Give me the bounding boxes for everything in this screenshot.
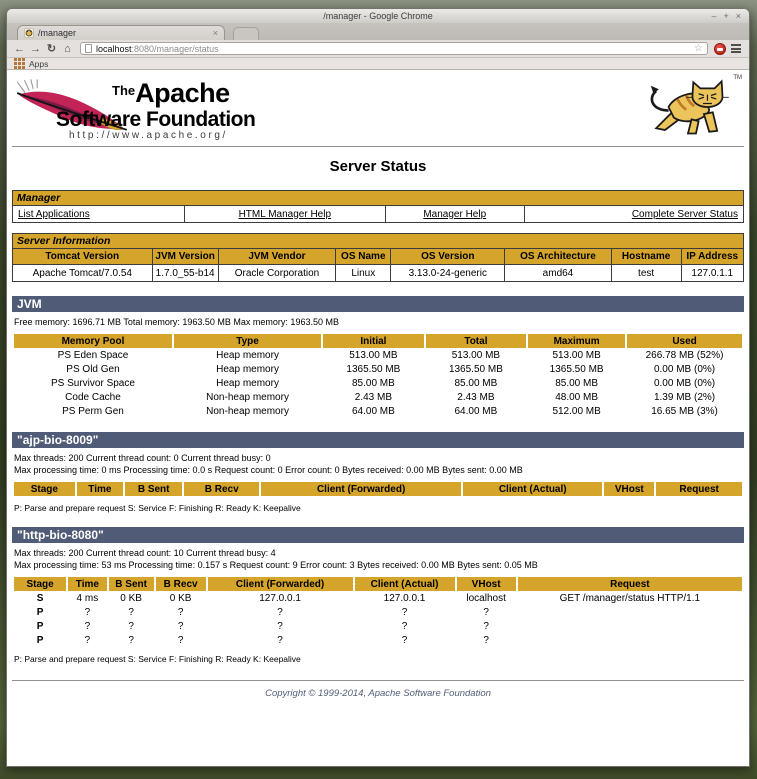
jvm-memory-summary: Free memory: 1696.71 MB Total memory: 1963.50 MB Max memory: 1963.50 MB: [14, 317, 339, 327]
address-bar[interactable]: [80, 42, 708, 55]
tomcat-favicon-icon: [24, 28, 34, 38]
bookmarks-bar: [7, 58, 749, 70]
window-maximize-button[interactable]: +: [723, 11, 729, 21]
tab-title: /manager: [38, 28, 77, 38]
tomcat-cat-icon: [642, 75, 734, 139]
ajp-thread-stats: Max threads: 200 Current thread count: 0 Current thread busy: 0: [14, 453, 271, 463]
col-request: Request: [656, 482, 742, 496]
browser-toolbar: [7, 40, 749, 58]
val-hostname: test: [611, 265, 681, 282]
val-jvm-vendor: Oracle Corporation: [218, 265, 336, 282]
masthead: [12, 73, 744, 143]
window-titlebar[interactable]: [7, 9, 749, 23]
bookmark-star-icon[interactable]: ☆: [694, 42, 703, 54]
jvm-section-header: JVM: [12, 296, 744, 312]
footer-divider: [12, 680, 744, 681]
server-info-row: [13, 265, 744, 282]
col-b-recv: B Recv: [184, 482, 259, 496]
col-client-forwarded: Client (Forwarded): [208, 577, 353, 591]
window-title: /manager - Google Chrome: [323, 11, 433, 21]
ajp-stage-legend: P: Parse and prepare request S: Service F: Finishing R: Ready K: Keepalive: [14, 503, 301, 513]
apps-grid-icon[interactable]: [14, 58, 25, 69]
new-tab-button[interactable]: [233, 27, 259, 40]
page-title: Server Status: [329, 158, 427, 175]
request-row: P ? ? ? ? ? ?: [36, 606, 489, 618]
apache-logo-text: [56, 79, 255, 142]
val-jvm-version: 1.7.0_55-b14: [152, 265, 218, 282]
col-ip-address: IP Address: [681, 249, 744, 265]
browser-window: [6, 8, 750, 767]
col-memory-pool: Memory Pool: [14, 334, 172, 348]
http-connector-header: "http-bio-8080": [12, 527, 744, 543]
link-list-applications[interactable]: List Applications: [18, 208, 90, 220]
col-total: Total: [426, 334, 527, 348]
ajp-connector-header: "ajp-bio-8009": [12, 432, 744, 448]
col-type: Type: [174, 334, 321, 348]
val-os-version: 3.13.0-24-generic: [391, 265, 505, 282]
adblock-extension-icon[interactable]: [714, 43, 726, 55]
trademark-label: TM: [733, 75, 742, 81]
http-processing-stats: Max processing time: 53 ms Processing time: 0.157 s Request count: 9 Error count: 3 Bytes received: 0.00 MB Bytes sent: 0.05 MB: [14, 560, 538, 570]
link-manager-help[interactable]: Manager Help: [423, 208, 487, 220]
ajp-processing-stats: Max processing time: 0 ms Processing time: 0.0 s Request count: 0 Error count: 0 Bytes received: 0.00 MB Bytes sent: 0.00 MB: [14, 465, 523, 475]
window-close-button[interactable]: ×: [735, 11, 741, 21]
server-info-section-title: Server Information: [13, 234, 744, 249]
menu-icon[interactable]: [729, 44, 743, 53]
col-maximum: Maximum: [528, 334, 625, 348]
val-os-architecture: amd64: [505, 265, 612, 282]
memory-pool-row: PS Old Gen Heap memory 1365.50 MB 1365.50 MB 1365.50 MB 0.00 MB (0%): [66, 363, 716, 375]
col-hostname: Hostname: [611, 249, 681, 265]
logo-the: The: [112, 83, 136, 98]
logo-url: http://www.apache.org/: [69, 130, 228, 141]
col-client-forwarded: Client (Forwarded): [261, 482, 461, 496]
url-path: :8080/manager/status: [131, 43, 219, 54]
request-row: P ? ? ? ? ? ?: [36, 620, 489, 632]
link-complete-server-status[interactable]: Complete Server Status: [631, 208, 738, 220]
ajp-connector-table: [12, 482, 744, 496]
manager-section-title: Manager: [13, 191, 744, 206]
col-client-actual: Client (Actual): [463, 482, 602, 496]
server-info-table: [12, 233, 744, 282]
memory-pool-row: PS Eden Space Heap memory 513.00 MB 513.00 MB 513.00 MB 266.78 MB (52%): [57, 349, 724, 361]
manager-table: [12, 190, 744, 223]
col-used: Used: [627, 334, 742, 348]
home-icon[interactable]: ⌂: [64, 42, 71, 55]
col-jvm-vendor: JVM Vendor: [218, 249, 336, 265]
request-row: S 4 ms 0 KB 0 KB 127.0.0.1 127.0.0.1 localhost GET /manager/status HTTP/1.1: [36, 592, 701, 604]
col-client-actual: Client (Actual): [355, 577, 455, 591]
forward-icon[interactable]: →: [30, 42, 41, 55]
col-os-architecture: OS Architecture: [505, 249, 612, 265]
window-minimize-button[interactable]: –: [711, 11, 717, 21]
memory-pool-table: [12, 334, 744, 418]
http-connector-table: [12, 577, 744, 647]
col-request: Request: [518, 577, 742, 591]
val-os-name: Linux: [336, 265, 391, 282]
url-host: localhost: [96, 43, 132, 54]
tab-strip: [7, 23, 749, 40]
page-content: [7, 70, 749, 766]
link-html-manager-help[interactable]: HTML Manager Help: [238, 208, 332, 220]
copyright: Copyright © 1999-2014, Apache Software Foundation: [265, 688, 491, 699]
col-time: Time: [77, 482, 123, 496]
col-stage: Stage: [14, 482, 75, 496]
page-icon: [85, 44, 92, 53]
logo-apache: Apache: [135, 78, 230, 108]
tab-manager[interactable]: [17, 25, 225, 40]
col-jvm-version: JVM Version: [152, 249, 218, 265]
tomcat-logo: [642, 75, 742, 141]
http-stage-legend: P: Parse and prepare request S: Service F: Finishing R: Ready K: Keepalive: [14, 654, 301, 664]
col-tomcat-version: Tomcat Version: [13, 249, 153, 265]
apps-label[interactable]: Apps: [29, 58, 49, 69]
col-os-name: OS Name: [336, 249, 391, 265]
col-stage: Stage: [14, 577, 66, 591]
memory-pool-row: PS Survivor Space Heap memory 85.00 MB 85.00 MB 85.00 MB 0.00 MB (0%): [51, 377, 716, 389]
apache-logo[interactable]: [14, 75, 294, 143]
logo-software-foundation: Software Foundation: [56, 108, 256, 131]
col-initial: Initial: [323, 334, 424, 348]
col-b-sent: B Sent: [125, 482, 182, 496]
col-b-recv: B Recv: [156, 577, 206, 591]
val-tomcat-version: Apache Tomcat/7.0.54: [13, 265, 153, 282]
masthead-divider: [12, 146, 744, 147]
request-row: P ? ? ? ? ? ?: [36, 634, 489, 646]
col-os-version: OS Version: [391, 249, 505, 265]
col-b-sent: B Sent: [109, 577, 154, 591]
tab-close-icon[interactable]: ×: [212, 28, 218, 38]
col-vhost: VHost: [457, 577, 516, 591]
back-icon[interactable]: ←: [14, 42, 25, 55]
http-thread-stats: Max threads: 200 Current thread count: 10 Current thread busy: 4: [14, 548, 276, 558]
reload-icon[interactable]: ↻: [46, 42, 57, 55]
memory-pool-row: Code Cache Non-heap memory 2.43 MB 2.43 MB 48.00 MB 1.39 MB (2%): [65, 391, 716, 403]
memory-pool-row: PS Perm Gen Non-heap memory 64.00 MB 64.00 MB 512.00 MB 16.65 MB (3%): [62, 405, 718, 417]
col-time: Time: [68, 577, 107, 591]
val-ip-address: 127.0.1.1: [681, 265, 744, 282]
col-vhost: VHost: [604, 482, 654, 496]
